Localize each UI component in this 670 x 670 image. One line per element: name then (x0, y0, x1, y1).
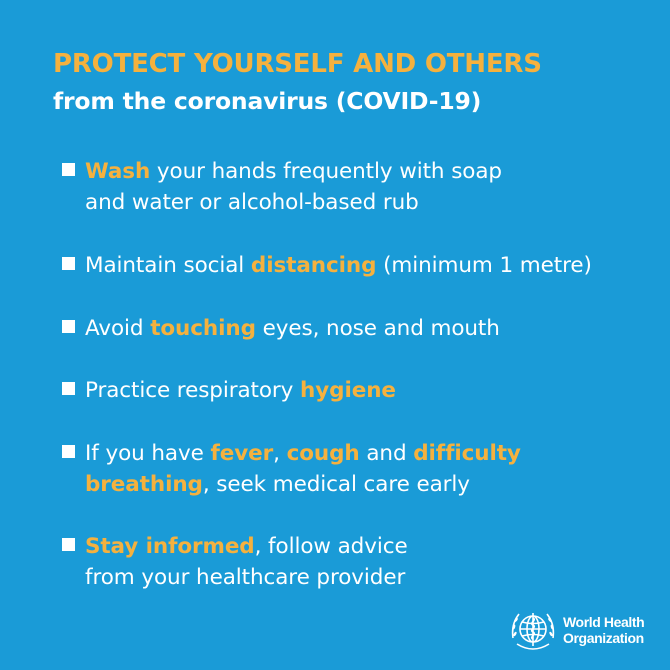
highlighted-keyword: hygiene (300, 378, 396, 403)
subheadline: from the coronavirus (COVID-19) (53, 87, 482, 115)
highlighted-keyword: Wash (85, 159, 151, 184)
org-name-line-2: Organization (563, 630, 644, 646)
tip-segment: , seek medical care early (202, 472, 470, 497)
tip-line (85, 313, 656, 344)
headline: PROTECT YOURSELF AND OTHERS (53, 49, 542, 79)
tip-line (85, 375, 656, 406)
tip-item (62, 156, 656, 218)
tip-text (85, 156, 656, 218)
tip-line (85, 187, 656, 218)
highlighted-keyword: breathing (85, 472, 203, 497)
bullet-square-icon (62, 163, 75, 176)
tip-item (62, 375, 656, 406)
tip-segment: Practice respiratory (85, 378, 301, 403)
tip-segment: Avoid (85, 316, 151, 341)
tip-line (85, 531, 656, 562)
who-logo (507, 604, 644, 656)
tip-segment: and (359, 441, 414, 466)
tip-segment: If you have (85, 441, 211, 466)
highlighted-keyword: Stay informed (85, 534, 255, 559)
tip-item (62, 250, 656, 281)
bullet-square-icon (62, 382, 75, 395)
tip-text (85, 250, 656, 281)
bullet-square-icon (62, 257, 75, 270)
bullet-square-icon (62, 445, 75, 458)
tip-text (85, 375, 656, 406)
tip-item (62, 531, 656, 593)
tip-line (85, 250, 656, 281)
tip-text (85, 313, 656, 344)
tip-segment: and water or alcohol-based rub (85, 190, 419, 215)
who-emblem-icon (507, 604, 559, 656)
highlighted-keyword: fever (210, 441, 274, 466)
highlighted-keyword: difficulty (413, 441, 521, 466)
tip-segment: , (273, 441, 287, 466)
org-name-line-1: World Health (563, 614, 645, 630)
bullet-square-icon (62, 538, 75, 551)
tip-text (85, 438, 656, 500)
highlighted-keyword: distancing (250, 253, 377, 278)
bullet-square-icon (62, 320, 75, 333)
tip-segment: , follow advice (254, 534, 408, 559)
tip-segment: (minimum 1 metre) (376, 253, 592, 278)
highlighted-keyword: touching (150, 316, 256, 341)
tip-line (85, 438, 656, 469)
highlighted-keyword: cough (286, 441, 360, 466)
tip-line (85, 156, 656, 187)
tip-line (85, 562, 656, 593)
tip-item (62, 313, 656, 344)
org-name (563, 614, 644, 646)
tip-segment: your hands frequently with soap (150, 159, 502, 184)
tip-segment: Maintain social (85, 253, 251, 278)
tip-segment: eyes, nose and mouth (255, 316, 500, 341)
tip-line (85, 469, 656, 500)
tip-text (85, 531, 656, 593)
tip-segment: from your healthcare provider (85, 565, 406, 590)
tip-item (62, 438, 656, 500)
